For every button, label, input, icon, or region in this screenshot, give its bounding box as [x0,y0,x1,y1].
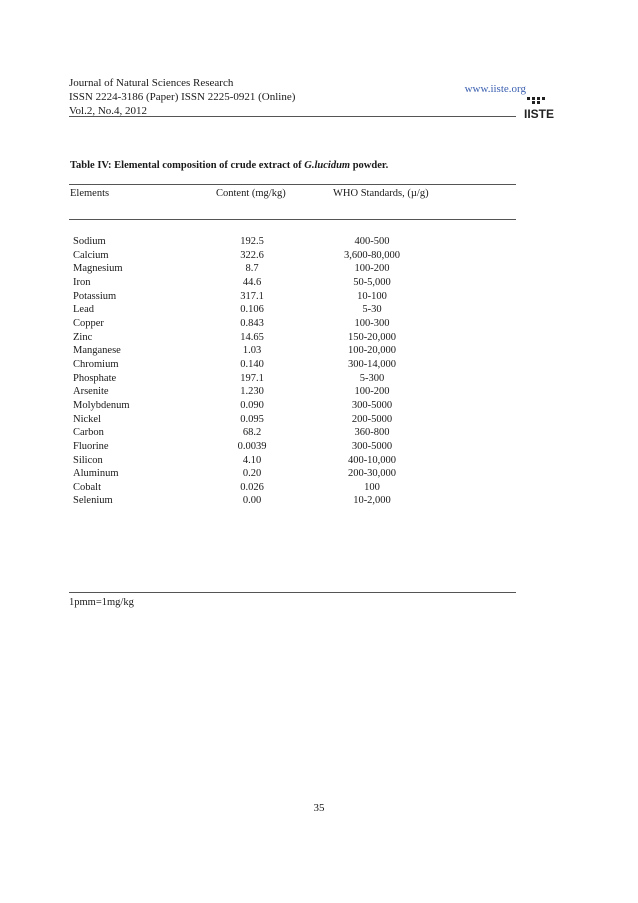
journal-issn: ISSN 2224-3186 (Paper) ISSN 2225-0921 (Online) [69,91,296,103]
who-standard-cell: 100-200 [354,263,390,275]
table-row [0,249,638,263]
element-cell: Nickel [73,413,101,425]
content-cell: 192.5 [240,236,264,247]
content-cell: 0.140 [240,358,264,370]
who-standard-cell: 360-800 [354,427,390,439]
table-row [0,358,638,372]
table-header-rule [69,219,516,220]
who-standard-cell: 150-20,000 [347,331,397,343]
table-row [0,276,638,290]
element-cell: Silicon [73,454,103,466]
table-row [0,235,638,249]
element-cell: Cobalt [73,481,101,493]
content-cell: 0.20 [242,468,262,480]
element-cell: Zinc [73,331,93,343]
who-standard-cell: 100-200 [354,386,390,398]
content-cell: 68.2 [242,427,262,439]
content-cell: 0.095 [240,413,264,425]
table-row [0,372,638,386]
table-row [0,317,638,331]
element-cell: Sodium [73,236,106,247]
column-header-who: WHO Standards, (µ/g) [333,188,429,199]
who-standard-cell: 200-5000 [351,413,393,425]
who-standard-cell: 400-10,000 [347,454,397,466]
table-row [0,440,638,454]
content-cell: 0.0039 [237,440,267,452]
element-cell: Arsenite [73,386,109,398]
content-cell: 322.6 [240,249,264,261]
header-rule [69,116,516,117]
who-standard-cell: 10-100 [357,290,387,302]
element-cell: Calcium [73,249,109,261]
content-cell: 1.230 [240,386,264,398]
table-row [0,413,638,427]
who-standard-cell: 10-2,000 [353,495,391,507]
who-standard-cell: 100-20,000 [347,345,397,357]
column-header-elements: Elements [70,188,110,199]
element-cell: Manganese [73,345,121,357]
table-row [0,494,638,508]
element-cell: Copper [73,317,104,329]
element-cell: Phosphate [73,372,117,384]
content-cell: 0.106 [240,304,264,316]
table-row [0,303,638,317]
table-row [0,262,638,276]
element-cell: Potassium [73,290,117,302]
content-cell: 4.10 [242,454,262,466]
journal-url-link[interactable]: www.iiste.org [464,83,526,95]
journal-volume: Vol.2, No.4, 2012 [69,105,148,117]
content-cell: 1.03 [242,345,262,357]
table-row [0,454,638,468]
page-number: 35 [313,802,325,814]
who-standard-cell: 400-500 [354,236,390,247]
journal-title: Journal of Natural Sciences Research [69,77,234,89]
element-cell: Carbon [73,427,104,439]
element-cell: Magnesium [73,263,123,275]
table-row [0,290,638,304]
table-body [0,235,638,508]
content-cell: 8.7 [245,263,259,275]
content-cell: 317.1 [240,290,264,302]
element-cell: Selenium [73,495,113,507]
element-cell: Fluorine [73,440,109,452]
who-standard-cell: 3,600-80,000 [344,249,400,261]
element-cell: Lead [73,304,94,316]
who-standard-cell: 5-30 [362,304,382,316]
who-standard-cell: 5-300 [359,372,385,384]
content-cell: 197.1 [240,372,264,384]
table-caption: Table IV: Elemental composition of crude extract of G.lucidum powder. [70,160,389,171]
content-cell: 0.090 [240,399,264,411]
table-row [0,344,638,358]
who-standard-cell: 300-5000 [351,440,393,452]
table-row [0,426,638,440]
content-cell: 44.6 [242,276,262,288]
element-cell: Aluminum [73,468,119,480]
table-top-rule [69,184,516,185]
table-row [0,481,638,495]
element-cell: Chromium [73,358,119,370]
content-cell: 14.65 [240,331,264,343]
content-cell: 0.00 [242,495,262,507]
who-standard-cell: 300-5000 [351,399,393,411]
who-standard-cell: 300-14,000 [347,358,397,370]
content-cell: 0.026 [240,481,264,493]
who-standard-cell: 100-300 [354,317,390,329]
table-footnote: 1pmm=1mg/kg [69,597,134,608]
element-cell: Molybdenum [73,399,130,411]
who-standard-cell: 100 [364,481,380,493]
who-standard-cell: 50-5,000 [353,276,391,288]
who-standard-cell: 200-30,000 [347,468,397,480]
table-row [0,385,638,399]
content-cell: 0.843 [240,317,264,329]
table-row [0,467,638,481]
element-cell: Iron [73,276,91,288]
table-bottom-rule [69,592,516,593]
table-row [0,399,638,413]
svg-text:IISTE: IISTE [524,107,555,121]
table-row [0,331,638,345]
column-header-content: Content (mg/kg) [216,188,286,199]
